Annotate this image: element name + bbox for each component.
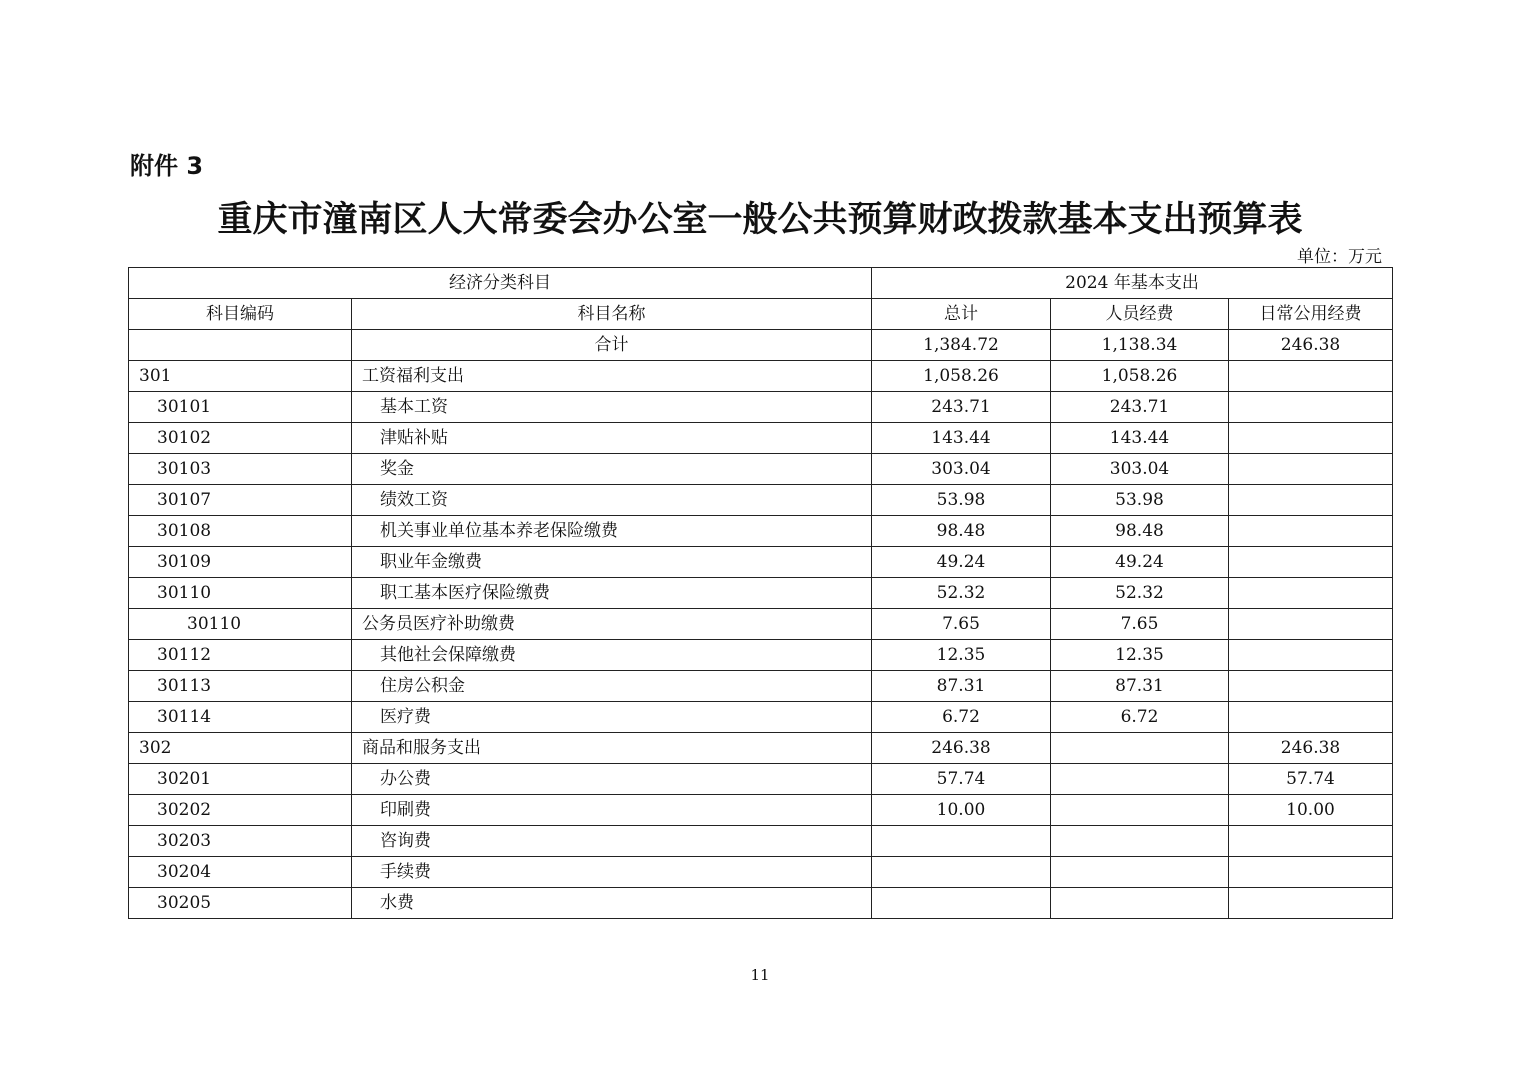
public-cell: 10.00 [1229,795,1393,826]
personnel-cell: 143.44 [1051,423,1229,454]
total-cell: 12.35 [872,640,1051,671]
personnel-cell: 87.31 [1051,671,1229,702]
table-row [129,764,1393,795]
public-cell [1229,702,1393,733]
column-header-public: 日常公用经费 [1229,299,1393,330]
total-cell [872,826,1051,857]
table-row [129,702,1393,733]
total-cell: 10.00 [872,795,1051,826]
name-cell: 咨询费 [352,826,872,857]
total-personnel-cell: 1,138.34 [1051,330,1229,361]
personnel-cell: 53.98 [1051,485,1229,516]
public-cell [1229,857,1393,888]
table-row [129,795,1393,826]
column-header-name: 科目名称 [352,299,872,330]
table-row [129,888,1393,919]
table-row [129,423,1393,454]
personnel-cell: 98.48 [1051,516,1229,547]
public-cell [1229,609,1393,640]
table-row [129,485,1393,516]
public-cell [1229,485,1393,516]
public-cell [1229,361,1393,392]
total-row [129,330,1393,361]
group-header-economic-classification: 经济分类科目 [129,268,872,299]
code-cell: 30110 [129,578,352,609]
name-cell: 机关事业单位基本养老保险缴费 [352,516,872,547]
total-cell [872,857,1051,888]
public-cell [1229,826,1393,857]
code-cell: 30201 [129,764,352,795]
table-row [129,609,1393,640]
public-cell [1229,454,1393,485]
total-cell: 303.04 [872,454,1051,485]
public-cell [1229,392,1393,423]
total-public-cell: 246.38 [1229,330,1393,361]
name-cell: 商品和服务支出 [352,733,872,764]
budget-table [128,267,1393,919]
name-cell: 奖金 [352,454,872,485]
name-cell: 印刷费 [352,795,872,826]
column-header-personnel: 人员经费 [1051,299,1229,330]
table-row [129,826,1393,857]
table-row [129,361,1393,392]
personnel-cell [1051,857,1229,888]
personnel-cell: 7.65 [1051,609,1229,640]
table-row [129,516,1393,547]
code-cell: 30110 [129,609,352,640]
total-cell: 98.48 [872,516,1051,547]
public-cell [1229,547,1393,578]
public-cell [1229,671,1393,702]
public-cell [1229,888,1393,919]
table-row [129,733,1393,764]
group-header-row [129,268,1393,299]
total-name-cell: 合计 [352,330,872,361]
code-cell: 30204 [129,857,352,888]
total-cell: 7.65 [872,609,1051,640]
total-cell: 143.44 [872,423,1051,454]
name-cell: 职工基本医疗保险缴费 [352,578,872,609]
name-cell: 绩效工资 [352,485,872,516]
code-cell: 30102 [129,423,352,454]
public-cell [1229,516,1393,547]
public-cell: 57.74 [1229,764,1393,795]
column-header-row [129,299,1393,330]
total-cell: 52.32 [872,578,1051,609]
total-cell: 1,058.26 [872,361,1051,392]
total-cell: 243.71 [872,392,1051,423]
code-cell: 30112 [129,640,352,671]
personnel-cell: 6.72 [1051,702,1229,733]
code-cell: 30114 [129,702,352,733]
public-cell [1229,578,1393,609]
personnel-cell: 303.04 [1051,454,1229,485]
name-cell: 基本工资 [352,392,872,423]
total-code-cell [129,330,352,361]
table-row [129,640,1393,671]
personnel-cell: 1,058.26 [1051,361,1229,392]
code-cell: 30108 [129,516,352,547]
page-number: 11 [750,966,770,984]
unit-label: 单位：万元 [1297,247,1382,267]
table-row [129,578,1393,609]
group-header-basic-expenditure: 2024 年基本支出 [872,268,1393,299]
code-cell: 302 [129,733,352,764]
name-cell: 职业年金缴费 [352,547,872,578]
personnel-cell [1051,888,1229,919]
name-cell: 工资福利支出 [352,361,872,392]
public-cell [1229,423,1393,454]
name-cell: 津贴补贴 [352,423,872,454]
name-cell: 公务员医疗补助缴费 [352,609,872,640]
code-cell: 30109 [129,547,352,578]
total-cell: 53.98 [872,485,1051,516]
personnel-cell: 49.24 [1051,547,1229,578]
personnel-cell [1051,733,1229,764]
total-cell: 246.38 [872,733,1051,764]
public-cell: 246.38 [1229,733,1393,764]
name-cell: 水费 [352,888,872,919]
code-cell: 30101 [129,392,352,423]
table-row [129,671,1393,702]
table-row [129,392,1393,423]
total-cell: 87.31 [872,671,1051,702]
budget-table-body [129,268,1393,919]
personnel-cell: 243.71 [1051,392,1229,423]
code-cell: 30107 [129,485,352,516]
name-cell: 其他社会保障缴费 [352,640,872,671]
total-cell: 49.24 [872,547,1051,578]
code-cell: 30113 [129,671,352,702]
code-cell: 30202 [129,795,352,826]
column-header-code: 科目编码 [129,299,352,330]
personnel-cell [1051,795,1229,826]
table-row [129,857,1393,888]
personnel-cell: 12.35 [1051,640,1229,671]
table-row [129,547,1393,578]
attachment-label: 附件 3 [130,152,204,180]
table-row [129,454,1393,485]
total-cell: 6.72 [872,702,1051,733]
code-cell: 301 [129,361,352,392]
name-cell: 住房公积金 [352,671,872,702]
page-title: 重庆市潼南区人大常委会办公室一般公共预算财政拨款基本支出预算表 [217,200,1303,240]
name-cell: 手续费 [352,857,872,888]
total-total-cell: 1,384.72 [872,330,1051,361]
total-cell: 57.74 [872,764,1051,795]
code-cell: 30203 [129,826,352,857]
name-cell: 医疗费 [352,702,872,733]
total-cell [872,888,1051,919]
code-cell: 30103 [129,454,352,485]
name-cell: 办公费 [352,764,872,795]
personnel-cell: 52.32 [1051,578,1229,609]
personnel-cell [1051,764,1229,795]
personnel-cell [1051,826,1229,857]
code-cell: 30205 [129,888,352,919]
column-header-total: 总计 [872,299,1051,330]
public-cell [1229,640,1393,671]
